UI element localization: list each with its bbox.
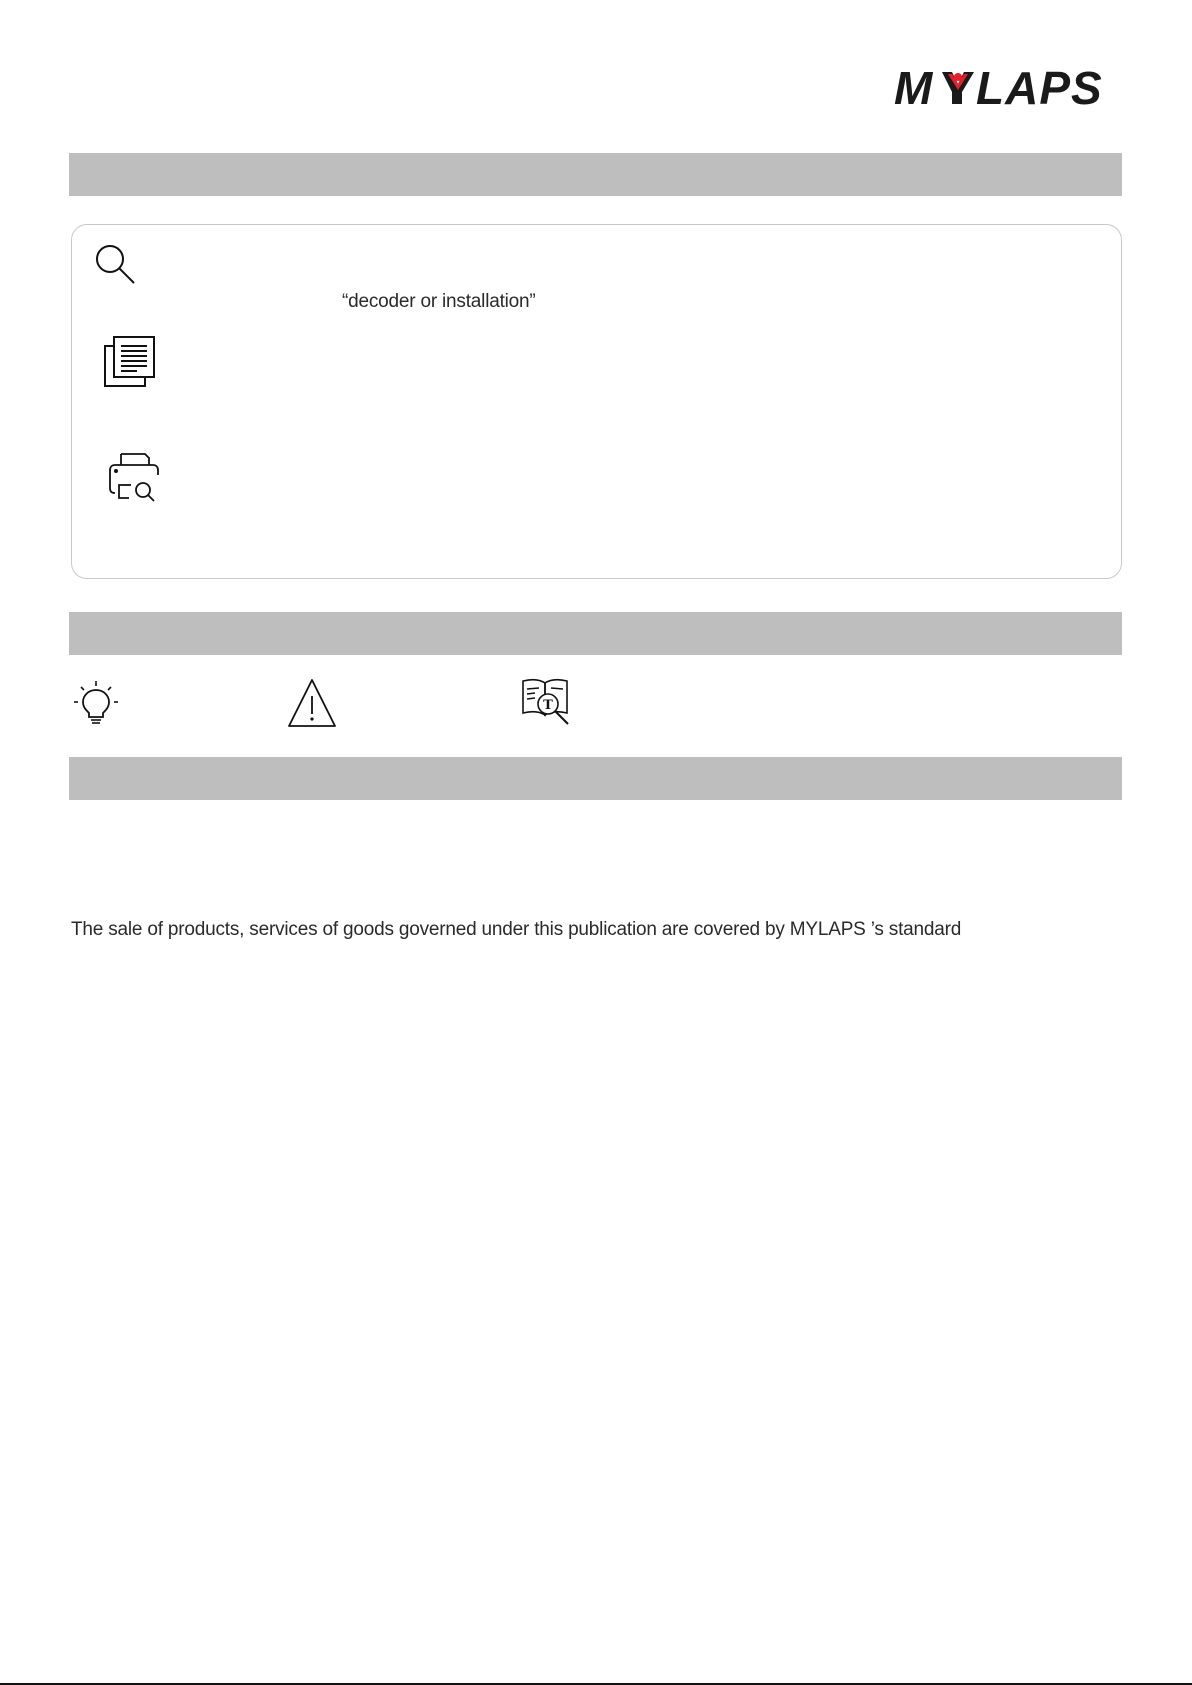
search-hint-text: “decoder or installation” bbox=[342, 291, 536, 312]
lightbulb-icon bbox=[73, 680, 119, 726]
search-tips-panel bbox=[71, 224, 1122, 579]
search-icon bbox=[94, 243, 138, 287]
manual-text-icon bbox=[521, 677, 571, 727]
svg-text:T: T bbox=[543, 698, 553, 713]
warning-icon bbox=[287, 678, 337, 728]
mylaps-logo bbox=[894, 68, 1122, 108]
section-header-bar-3 bbox=[69, 757, 1122, 800]
section-header-bar-2 bbox=[69, 612, 1122, 655]
svg-text:M: M bbox=[894, 68, 934, 108]
print-preview-icon bbox=[109, 453, 161, 505]
section-header-bar-1 bbox=[69, 153, 1122, 196]
svg-text:LAPS: LAPS bbox=[976, 68, 1103, 108]
legal-statement: The sale of products, services of goods governed under this publication are covered by MYLAPS ’s standard bbox=[71, 919, 962, 940]
document-stack-icon bbox=[104, 336, 156, 388]
